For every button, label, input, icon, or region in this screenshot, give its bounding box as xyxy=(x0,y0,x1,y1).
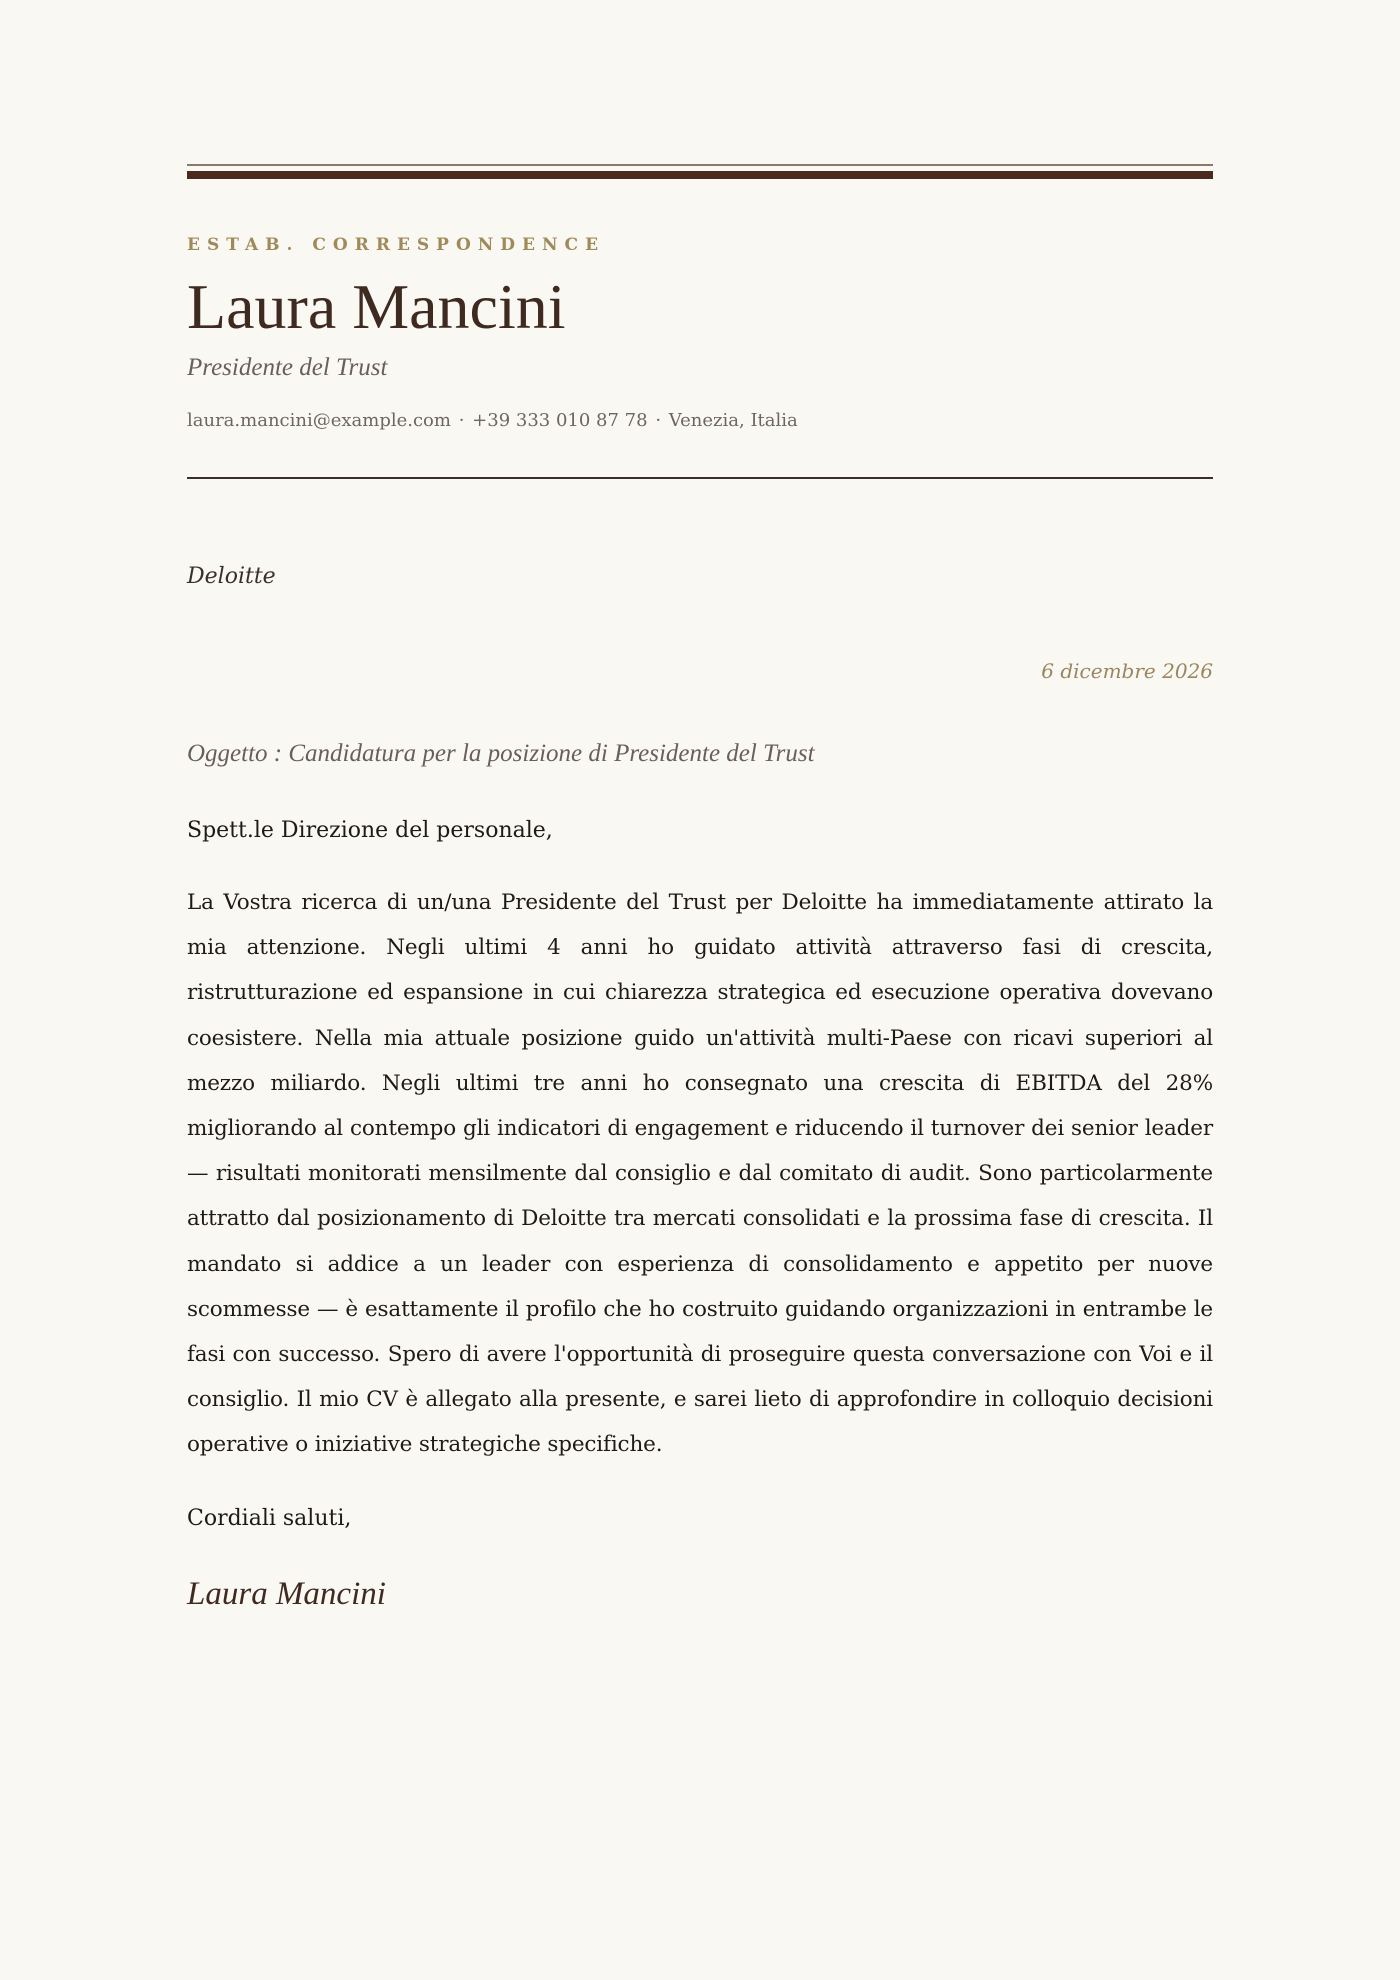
signature: Laura Mancini xyxy=(187,1575,386,1612)
header-divider xyxy=(187,477,1213,479)
header-rule-thin xyxy=(187,164,1213,166)
estab-label: ESTAB. CORRESPONDENCE xyxy=(187,235,606,255)
contact-email: laura.mancini@example.com xyxy=(187,410,451,431)
header-rule-thick xyxy=(187,171,1213,179)
contact-location: Venezia, Italia xyxy=(668,410,798,431)
contact-separator: · xyxy=(655,410,662,431)
contact-line xyxy=(187,409,1213,433)
letter-subject: Oggetto : Candidatura per la posizione di Presidente del Trust xyxy=(187,740,815,767)
contact-phone: +39 333 010 87 78 xyxy=(472,410,648,431)
salutation: Spett.le Direzione del personale, xyxy=(187,818,553,843)
recipient: Deloitte xyxy=(187,564,276,589)
closing: Cordiali saluti, xyxy=(187,1505,352,1531)
letter-page xyxy=(187,164,1213,1614)
sender-name: Laura Mancini xyxy=(187,271,566,342)
letter-date: 6 dicembre 2026 xyxy=(1041,659,1213,683)
letter-body: La Vostra ricerca di un/una Presidente del Trust per Deloitte ha immediatamente attirato la mia attenzione. Negli ultimi 4 anni ho guidato attività attraverso fasi di crescita, ristrutturazione ed espansione in cui chiarezza strategica ed esecuzione operativa dovevano coesistere. Nella mia attuale posizione guido un'attività multi-Paese con ricavi superiori al mezzo miliardo. Negli ultimi tre anni ho consegnato una crescita di EBITDA del 28% migliorando al contempo gli indicatori di engagement e riducendo il turnover dei senior leader — risultati monitorati mensilmente dal consiglio e dal comitato di audit. Sono particolarmente attratto dal posizionamento di Deloitte tra mercati consolidati e la prossima fase di crescita. Il mandato si addice a un leader con esperienza di consolidamento e appetito per nuove scommesse — è esattamente il profilo che ho costruito guidando organizzazioni in entrambe le fasi con successo. Spero di avere l'opportunità di proseguire questa conversazione con Voi e il consiglio. Il mio CV è allegato alla presente, e sarei lieto di approfondire in colloquio decisioni operative o iniziative strategiche specifiche. xyxy=(187,890,1213,1458)
contact-separator: · xyxy=(458,410,465,431)
sender-role: Presidente del Trust xyxy=(187,354,388,381)
